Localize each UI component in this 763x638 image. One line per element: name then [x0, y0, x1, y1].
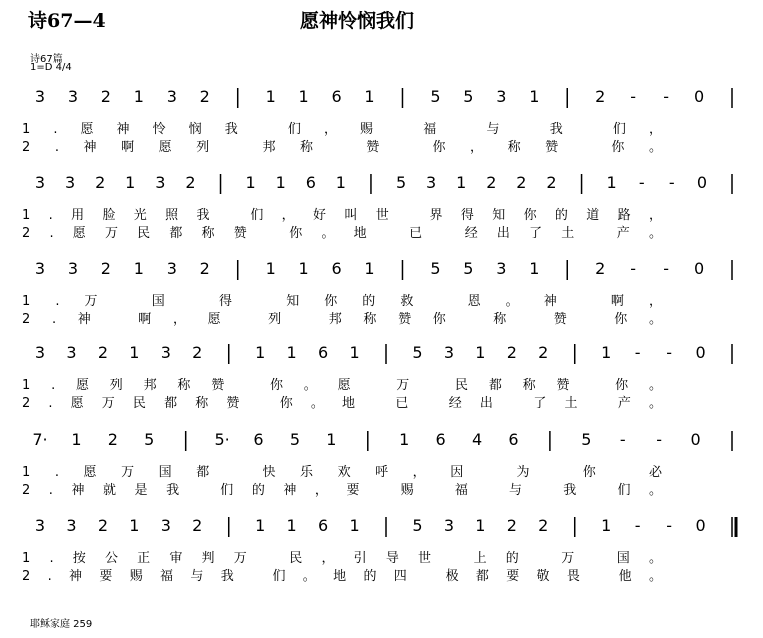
lyric-verse-2: 2.神就是我 们的神，要 赐 福 与 我 们。	[22, 483, 663, 498]
note: 1	[129, 343, 140, 362]
note: 1	[349, 343, 360, 362]
note: 2	[506, 343, 517, 362]
lyric-verse-2: 2.神 啊，愿 列 邦称赞你 称 赞 你。	[22, 312, 663, 327]
hymn-number: 诗67—4	[28, 10, 106, 32]
note: 2	[486, 173, 497, 192]
note: 3	[34, 343, 46, 362]
note: 5	[289, 430, 301, 449]
note: 1	[399, 430, 410, 449]
note: 0	[696, 173, 708, 192]
note: 3	[155, 173, 166, 192]
note: -	[619, 430, 626, 449]
note: 3	[66, 343, 77, 362]
footer-source: 耶稣家庭 259	[30, 619, 93, 630]
note: -	[666, 516, 672, 535]
note: 3	[160, 516, 171, 535]
note: 5·	[214, 430, 230, 449]
note: 6	[435, 430, 446, 449]
note: 0	[695, 516, 706, 535]
note: 5	[412, 343, 423, 362]
hymn-title: 愿神怜悯我们	[300, 10, 415, 32]
note: 1	[601, 343, 612, 362]
lyric-verse-1: 1.愿列邦称赞 你。愿 万 民都称赞 你。	[22, 378, 662, 393]
note: 2	[185, 173, 196, 192]
note: 3	[66, 516, 77, 535]
source-label: 诗67篇	[30, 54, 63, 65]
note: 1	[529, 259, 540, 278]
note: 0	[693, 259, 705, 278]
lyric-verse-2: 2.愿万民都称赞 你。地 已 经出 了土 产。	[22, 396, 663, 411]
note: -	[668, 173, 675, 192]
note: 3	[34, 516, 46, 535]
note: 1	[255, 516, 266, 535]
note: -	[666, 343, 672, 362]
note: 3	[34, 259, 46, 278]
note: 2	[95, 173, 106, 192]
note: 1	[133, 87, 144, 106]
note: 6	[331, 259, 342, 278]
note: 2	[538, 343, 549, 362]
note: 2	[192, 343, 203, 362]
note: 6	[253, 430, 264, 449]
note: 3	[166, 259, 177, 278]
note: -	[630, 259, 637, 278]
note: 1	[335, 173, 346, 192]
note: 1	[133, 259, 144, 278]
note: 2	[538, 516, 549, 535]
note: 1	[456, 173, 467, 192]
lyric-verse-1: 1.用脸光照我 们，好叫世 界得知你的道路，	[22, 208, 662, 223]
note: 2	[595, 87, 606, 106]
note: 3	[67, 87, 79, 106]
note: 4	[471, 430, 483, 449]
note: 1	[349, 516, 360, 535]
note: -	[663, 259, 669, 278]
note: 3	[166, 87, 177, 106]
note: 5	[144, 430, 155, 449]
note: 1	[265, 259, 276, 278]
note: 1	[364, 259, 375, 278]
note: 3	[443, 516, 455, 535]
note: 6	[317, 516, 329, 535]
note: 1	[475, 516, 486, 535]
note: 1	[125, 173, 136, 192]
note: 1	[298, 259, 309, 278]
note: 2	[516, 173, 527, 192]
note: 2	[100, 259, 111, 278]
note: 7·	[32, 430, 48, 449]
note: 3	[34, 173, 46, 192]
note: 1	[286, 343, 297, 362]
note: -	[656, 430, 663, 449]
key-time-signature: 1=D 4/4	[30, 62, 72, 73]
note: 1	[298, 87, 309, 106]
note: 2	[192, 516, 203, 535]
note: 2	[107, 430, 118, 449]
lyric-verse-1: 1.愿万国都 快乐欢呼，因 为 你 必	[22, 465, 662, 480]
note: 1	[129, 516, 140, 535]
lyric-verse-1: 1.愿神怜悯我 们，赐 福 与 我 们，	[22, 122, 663, 137]
note: 3	[160, 343, 171, 362]
note: 1	[255, 343, 266, 362]
note: 1	[286, 516, 297, 535]
note: 6	[317, 343, 329, 362]
lyric-verse-2: 2.神啊愿列 邦称 赞 你，称赞 你。	[22, 140, 662, 155]
note: 3	[426, 173, 437, 192]
note: 6	[508, 430, 519, 449]
note: 3	[443, 343, 455, 362]
note: 5	[412, 516, 423, 535]
note: 5	[463, 259, 474, 278]
note: 1	[529, 87, 540, 106]
lyric-verse-1: 1.按公正审判万 民，引导世 上的 万 国。	[22, 551, 663, 566]
lyric-verse-2: 2.神要赐福与我 们。地的四 极都要敬畏 他。	[22, 569, 662, 584]
note: 1	[475, 343, 486, 362]
note: 0	[690, 430, 701, 449]
note: 6	[305, 173, 316, 192]
note: 5	[430, 87, 441, 106]
note: 1	[275, 173, 286, 192]
note: 2	[97, 516, 109, 535]
note: 2	[595, 259, 606, 278]
note: 1	[265, 87, 276, 106]
note: 2	[97, 343, 109, 362]
note: 1	[364, 87, 375, 106]
lyric-verse-1: 1.万 国 得 知你的救 恩。神 啊，	[22, 294, 663, 309]
note: 5	[463, 87, 474, 106]
note: -	[634, 343, 641, 362]
note: 3	[67, 259, 79, 278]
note: -	[638, 173, 645, 192]
lyric-verse-2: 2.愿万民都称赞 你。地 已 经出了土 产。	[22, 226, 663, 241]
note: -	[663, 87, 669, 106]
note: 1	[326, 430, 337, 449]
note: -	[634, 516, 641, 535]
note: 1	[245, 173, 256, 192]
note: 6	[331, 87, 342, 106]
note: 1	[601, 516, 612, 535]
note: 0	[695, 343, 706, 362]
note: 2	[506, 516, 517, 535]
note: 1	[71, 430, 82, 449]
note: 0	[693, 87, 705, 106]
note: 2	[199, 259, 210, 278]
note: 5	[581, 430, 592, 449]
note: 5	[430, 259, 441, 278]
note: 2	[546, 173, 557, 192]
note: 3	[496, 259, 507, 278]
note: 1	[606, 173, 617, 192]
note: 3	[496, 87, 507, 106]
note: 3	[34, 87, 46, 106]
note: 2	[100, 87, 111, 106]
note: 5	[395, 173, 407, 192]
note: 3	[64, 173, 76, 192]
note: -	[630, 87, 637, 106]
note: 2	[199, 87, 210, 106]
